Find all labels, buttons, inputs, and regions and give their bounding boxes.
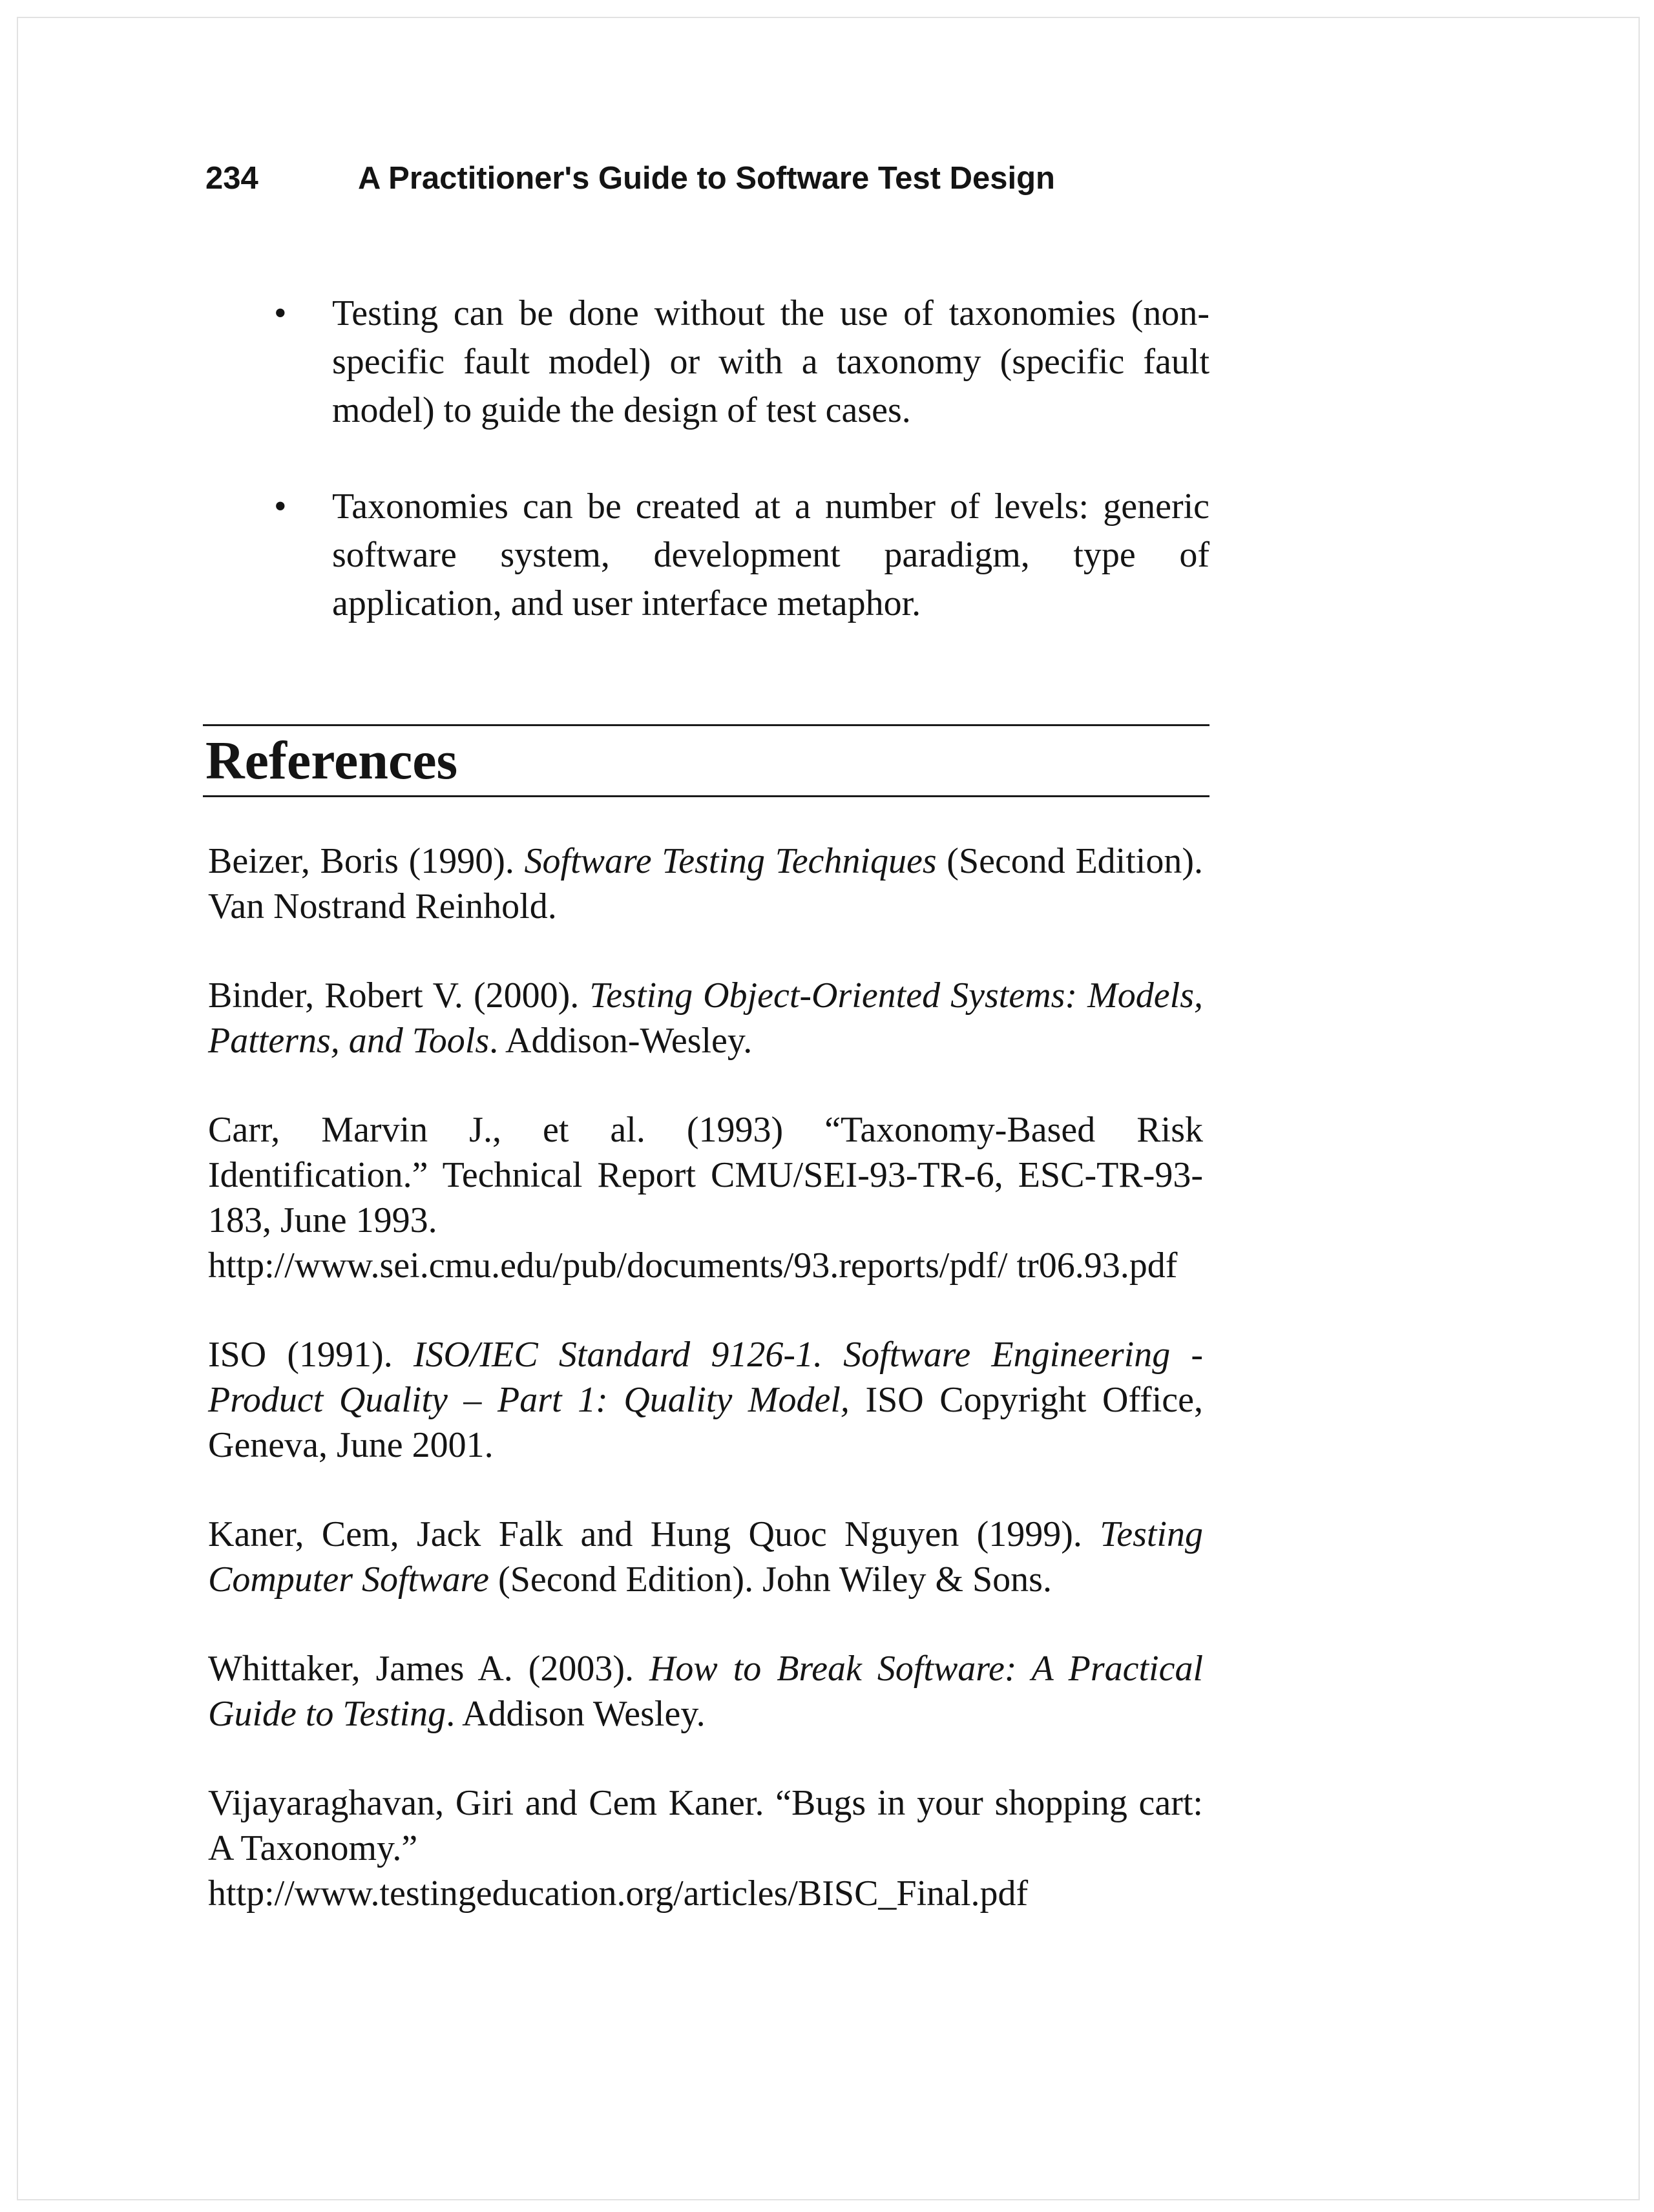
reference-entry — [208, 973, 1203, 1063]
bullet-text: Testing can be done without the use of taxonomies (non-specific fault model) or with a taxonomy (specific fault model) to guide the design of test cases. — [332, 293, 1209, 430]
summary-bullet-list — [260, 289, 1209, 676]
section-title: References — [205, 731, 458, 791]
running-head — [205, 163, 1055, 194]
section-rule-top — [203, 724, 1209, 726]
reference-entry — [208, 1107, 1203, 1288]
bullet-icon: • — [274, 293, 287, 333]
reference-text: ISO (1991). — [208, 1335, 414, 1375]
reference-entry — [208, 1780, 1203, 1916]
bullet-item — [260, 483, 1209, 628]
reference-text: . Addison-Wesley. — [489, 1021, 753, 1061]
reference-title: ISO/IEC Standard 9126-1. Software Engineering - Product Quality – Part 1: Quality Model, — [208, 1335, 1204, 1420]
reference-url[interactable]: http://www.sei.cmu.edu/pub/documents/93.reports/pdf/ tr06.93.pdf — [208, 1246, 1178, 1286]
reference-text: Carr, Marvin J., et al. (1993) “Taxonomy-Based Risk Identification.” Technical Report CMU/SEI-93-TR-6, ESC-TR-93-183, June 1993. — [208, 1110, 1203, 1240]
reference-title: Testing Computer Software — [208, 1514, 1203, 1600]
reference-text: Vijayaraghavan, Giri and Cem Kaner. “Bugs in your shopping cart: A Taxonomy.” — [208, 1783, 1203, 1868]
reference-entry — [208, 1332, 1203, 1468]
reference-list — [208, 839, 1203, 1960]
section-rule-bottom — [203, 795, 1209, 797]
book-title: A Practitioner's Guide to Software Test Design — [358, 161, 1055, 196]
bullet-icon: • — [274, 486, 287, 527]
reference-text: Kaner, Cem, Jack Falk and Hung Quoc Nguyen (1999). — [208, 1514, 1100, 1554]
bullet-text: Taxonomies can be created at a number of levels: generic software system, development paradigm, type of application, and user interface metaphor. — [332, 486, 1209, 623]
page-number: 234 — [205, 161, 258, 196]
reference-entry — [208, 1646, 1203, 1737]
reference-text: . Addison Wesley. — [446, 1694, 706, 1734]
reference-entry — [208, 839, 1203, 929]
reference-text: Whittaker, James A. (2003). — [208, 1649, 649, 1689]
reference-text: (Second Edition). Van Nostrand Reinhold. — [208, 841, 1203, 926]
reference-text: Binder, Robert V. (2000). — [208, 976, 590, 1016]
bullet-item — [260, 289, 1209, 435]
reference-text: (Second Edition). John Wiley & Sons. — [489, 1560, 1052, 1600]
reference-text: Beizer, Boris (1990). — [208, 841, 525, 881]
reference-title: Testing Object-Oriented Systems: Models, Patterns, and Tools — [208, 976, 1203, 1061]
reference-url[interactable]: http://www.testingeducation.org/articles/BISC_Final.pdf — [208, 1873, 1029, 1914]
reference-title: Software Testing Techniques — [524, 841, 937, 881]
reference-text: ISO Copyright Office, Geneva, June 2001. — [208, 1380, 1203, 1465]
reference-title: How to Break Software: A Practical Guide to Testing — [208, 1649, 1204, 1734]
reference-entry — [208, 1512, 1203, 1602]
